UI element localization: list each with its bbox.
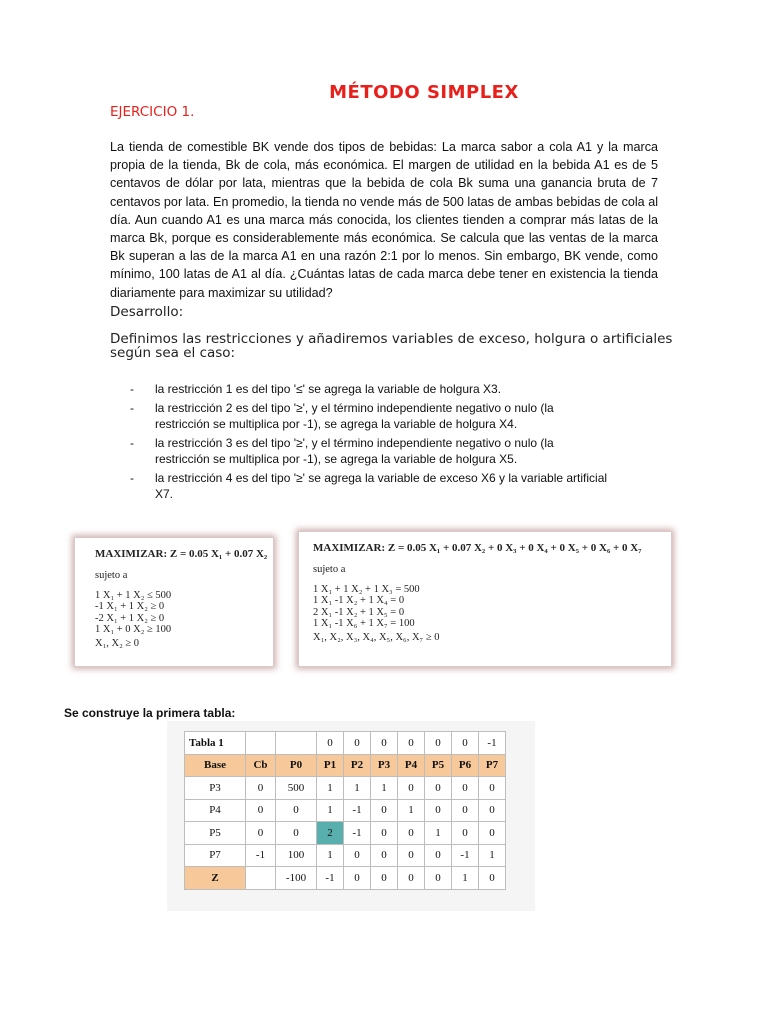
- table-cell: 0: [452, 799, 479, 822]
- z-label: Z: [185, 867, 246, 890]
- table-cell: 1: [452, 867, 479, 890]
- table-cell: P3: [185, 777, 246, 800]
- list-item: [130, 470, 610, 502]
- table-cell: 0: [371, 799, 398, 822]
- table-cell: -1: [344, 799, 371, 822]
- constraint-line: 1 X₁ -1 X₂ + 1 X₄ = 0: [313, 595, 405, 606]
- table-cell: [246, 732, 276, 755]
- list-item: [130, 400, 610, 432]
- column-header: P6: [452, 754, 479, 777]
- table-cell: 0: [276, 799, 317, 822]
- table-cell: 1: [317, 799, 344, 822]
- table-caption: Se construye la primera tabla:: [64, 706, 236, 720]
- intro-paragraph: Definimos las restricciones y añadiremos variables de exceso, holgura o artificiales según sea el caso:: [110, 331, 673, 361]
- table-cell: 0: [479, 822, 506, 845]
- table-cell: P7: [185, 844, 246, 867]
- table-cell: 0: [479, 867, 506, 890]
- table-cell: 0: [398, 822, 425, 845]
- table-cell: 0: [344, 732, 371, 755]
- table-row: [185, 844, 506, 867]
- table-cell: 0: [371, 822, 398, 845]
- original-model-box: [74, 537, 274, 667]
- table-cell: 0: [371, 732, 398, 755]
- restriction-list: [130, 381, 610, 505]
- table-cell: 0: [344, 867, 371, 890]
- table-cell: 0: [246, 822, 276, 845]
- constraint-line: 1 X₁ + 1 X₂ ≤ 500: [95, 589, 172, 601]
- constraint-line: X₁, X₂, X₃, X₄, X₅, X₆, X₇ ≥ 0: [313, 631, 440, 643]
- table-header-row: [185, 754, 506, 777]
- column-header: P2: [344, 754, 371, 777]
- simplex-table: [184, 731, 506, 890]
- list-item-text: la restricción 1 es del tipo '≤' se agrega la variable de holgura X3.: [155, 382, 502, 396]
- constraint-line: -2 X₁ + 1 X₂ ≥ 0: [95, 612, 165, 624]
- constraint-line: 1 X₁ + 0 X₂ ≥ 100: [95, 624, 172, 635]
- table-cell: 1: [398, 799, 425, 822]
- table-cell: 0: [344, 844, 371, 867]
- table-cell: 0: [425, 867, 452, 890]
- table-cell: 0: [371, 867, 398, 890]
- table-row: [185, 822, 506, 845]
- table-cell: -1: [344, 822, 371, 845]
- exercise-heading: EJERCICIO 1.: [110, 104, 195, 120]
- list-item: [130, 381, 610, 397]
- table-cell: [276, 732, 317, 755]
- table-cell: [246, 867, 276, 890]
- table-cell: -1: [452, 844, 479, 867]
- table-cell: 100: [276, 844, 317, 867]
- table-cell: 1: [479, 844, 506, 867]
- table-cell: 0: [398, 732, 425, 755]
- bullet-marker: -: [130, 382, 134, 396]
- table-cell: -1: [246, 844, 276, 867]
- list-item-text: la restricción 3 es del tipo '≥', y el término independiente negativo o nulo (la restricción se multiplica por -1), se agrega la variable de holgura X5.: [155, 436, 554, 466]
- constraint-line: 1 X₁ -1 X₆ + 1 X₇ = 100: [313, 618, 415, 629]
- table-cell: 0: [398, 867, 425, 890]
- table-cell: 0: [452, 777, 479, 800]
- table-cell: 0: [425, 844, 452, 867]
- standard-model-box: [298, 531, 672, 667]
- model-subject: sujeto a: [313, 564, 346, 575]
- table-cell: 1: [344, 777, 371, 800]
- simplex-table-image: [167, 721, 535, 911]
- column-header: Cb: [246, 754, 276, 777]
- model-subject: sujeto a: [95, 570, 128, 581]
- table-cell: 0: [398, 777, 425, 800]
- table-row: [185, 732, 506, 755]
- column-header: P5: [425, 754, 452, 777]
- table-row: [185, 799, 506, 822]
- table-cell: 0: [452, 822, 479, 845]
- table-cell: P5: [185, 822, 246, 845]
- table-cell: 0: [479, 777, 506, 800]
- column-header: P1: [317, 754, 344, 777]
- table-cell: -100: [276, 867, 317, 890]
- bullet-marker: -: [130, 436, 134, 450]
- constraint-line: X₁, X₂ ≥ 0: [95, 637, 139, 649]
- table-cell: 1: [425, 822, 452, 845]
- list-item-text: la restricción 2 es del tipo '≥', y el término independiente negativo o nulo (la restricción se multiplica por -1), se agrega la variable de holgura X4.: [155, 401, 554, 431]
- table-cell: 0: [425, 732, 452, 755]
- table-cell: 1: [317, 777, 344, 800]
- list-item-text: la restricción 4 es del tipo '≥' se agrega la variable de exceso X6 y la variable artificial X7.: [155, 471, 608, 501]
- bullet-marker: -: [130, 401, 134, 415]
- model-objective: MAXIMIZAR: Z = 0.05 X₁ + 0.07 X₂: [95, 548, 268, 560]
- list-item: [130, 435, 610, 467]
- table-title: Tabla 1: [185, 732, 246, 755]
- table-cell: 0: [479, 799, 506, 822]
- table-cell: 0: [425, 799, 452, 822]
- column-header: Base: [185, 754, 246, 777]
- page-title: MÉTODO SIMPLEX: [329, 82, 519, 103]
- table-cell: 0: [246, 777, 276, 800]
- table-cell: P4: [185, 799, 246, 822]
- column-header: P7: [479, 754, 506, 777]
- table-cell: -1: [317, 867, 344, 890]
- model-objective: MAXIMIZAR: Z = 0.05 X₁ + 0.07 X₂ + 0 X₃ + 0 X₄ + 0 X₅ + 0 X₆ + 0 X₇: [313, 542, 642, 554]
- table-cell: 0: [371, 844, 398, 867]
- table-cell: 1: [317, 844, 344, 867]
- table-cell: 0: [398, 844, 425, 867]
- table-cell: 500: [276, 777, 317, 800]
- constraint-line: 1 X₁ + 1 X₂ + 1 X₃ = 500: [313, 583, 420, 595]
- table-cell: 0: [452, 732, 479, 755]
- table-cell: 0: [246, 799, 276, 822]
- table-z-row: [185, 867, 506, 890]
- section-heading: Desarrollo:: [110, 304, 184, 320]
- table-cell: 0: [425, 777, 452, 800]
- table-cell: 0: [317, 732, 344, 755]
- problem-statement: La tienda de comestible BK vende dos tipos de bebidas: La marca sabor a cola A1 y la marca propia de la tienda, Bk de cola, más económica. El margen de utilidad en la bebida A1 es de 5 centavos de dólar por lata, mientras que la bebida de cola Bk suma una ganancia bruta de 7 centavos por lata. En promedio, la tienda no vende más de 500 latas de ambas bebidas de cola al día. Aun cuando A1 es una marca más conocida, los clientes tienden a comprar más latas de la marca Bk, porque es considerablemente más económica. Se calcula que las ventas de la marca Bk superan a las de la marca A1 en una razón 2:1 por lo menos. Sin embargo, BK vende, como mínimo, 100 latas de A1 al día. ¿Cuántas latas de cada marca debe tener en existencia la tienda diariamente para maximizar su utilidad?: [110, 140, 658, 300]
- column-header: P4: [398, 754, 425, 777]
- column-header: P0: [276, 754, 317, 777]
- pivot-cell: 2: [317, 822, 344, 845]
- table-cell: 0: [276, 822, 317, 845]
- bullet-marker: -: [130, 471, 134, 485]
- table-cell: 1: [371, 777, 398, 800]
- table-row: [185, 777, 506, 800]
- constraint-line: -1 X₁ + 1 X₂ ≥ 0: [95, 601, 165, 612]
- column-header: P3: [371, 754, 398, 777]
- constraint-line: 2 X₁ -1 X₂ + 1 X₅ = 0: [313, 606, 405, 618]
- table-cell: -1: [479, 732, 506, 755]
